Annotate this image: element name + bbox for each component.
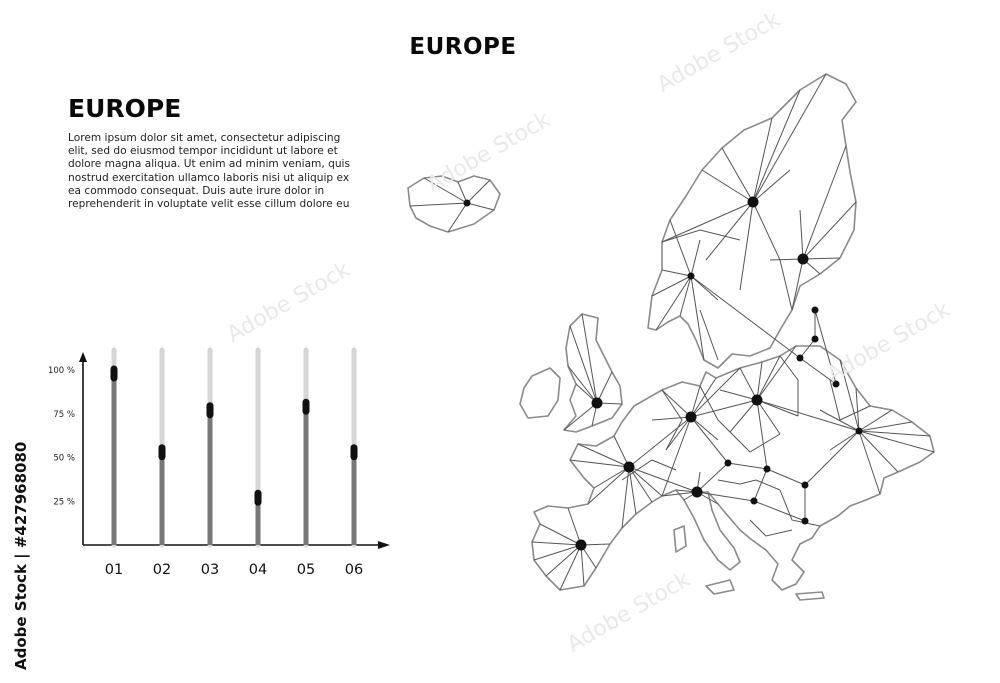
network-link (859, 431, 898, 472)
network-link (702, 170, 753, 202)
x-axis-arrow (378, 541, 390, 549)
x-tick-label: 05 (296, 562, 316, 578)
network-link (730, 400, 757, 432)
network-link (754, 501, 805, 521)
network-link (532, 542, 581, 545)
description-line: ea commodo consequat. Duis aute irure dolor in (68, 184, 325, 197)
network-link (720, 390, 757, 400)
island-outline (674, 526, 686, 552)
bar-handle (207, 402, 214, 418)
map-outline (408, 74, 934, 600)
border-line (750, 520, 792, 536)
network-link (670, 220, 691, 276)
network-node (751, 498, 758, 505)
network-link (629, 467, 697, 492)
percentage-chart (40, 340, 400, 590)
network-link (753, 202, 780, 260)
description-line: elit, sed do eiusmod tempor incididunt ut labore et (68, 145, 338, 158)
network-link (410, 203, 467, 206)
network-node (798, 254, 809, 265)
network-node (592, 398, 603, 409)
network-link (652, 417, 691, 420)
network-link (803, 258, 840, 259)
page-title: EUROPE (409, 34, 517, 60)
network-node (752, 395, 763, 406)
x-tick-label: 02 (152, 562, 172, 578)
island-outline (706, 580, 734, 594)
network-link (588, 467, 629, 504)
island-outline (796, 592, 824, 600)
bar-handle (303, 399, 310, 415)
stock-id-label: Adobe Stock | #427968080 (12, 441, 30, 670)
network-link (805, 431, 859, 485)
bar-handle (255, 490, 262, 506)
network-link (830, 431, 859, 450)
section-heading: EUROPE (68, 94, 182, 123)
network-link (697, 463, 728, 492)
ireland-outline (520, 368, 560, 418)
network-link (757, 400, 767, 469)
network-link (728, 463, 767, 469)
y-tick-label: 75 % (53, 409, 75, 420)
network-node (692, 487, 703, 498)
watermark: Adobe Stock (652, 7, 785, 98)
network-link (662, 390, 691, 417)
britain-outline (564, 314, 622, 432)
network-node (624, 462, 635, 473)
network-link (800, 358, 836, 384)
network-node (686, 412, 697, 423)
mainland-outline (532, 346, 934, 590)
network-link (754, 469, 767, 501)
x-tick-label: 03 (200, 562, 220, 578)
network-link (534, 545, 581, 560)
network-link (803, 146, 846, 259)
network-node (812, 336, 819, 343)
network-link (753, 90, 800, 202)
y-axis-arrow (79, 352, 87, 362)
watermark: Adobe Stock (222, 257, 355, 348)
network-node (856, 428, 863, 435)
network-node (725, 460, 732, 467)
network-link (467, 180, 490, 203)
border-line (780, 260, 792, 310)
network-link (757, 400, 798, 416)
bar-handle (111, 366, 118, 382)
border-line (730, 432, 780, 452)
network-node (764, 466, 771, 473)
watermark: Adobe Stock (822, 297, 955, 388)
x-tick-label: 04 (248, 562, 268, 578)
network-link (767, 469, 805, 485)
description-line: nostrud exercitation ullamco laboris nisi ut aliquip ex (68, 171, 350, 184)
network-link (691, 400, 757, 417)
x-tick-label: 01 (104, 562, 124, 578)
network-link (568, 366, 597, 403)
network-node (812, 307, 819, 314)
network-link (815, 310, 836, 384)
network-link (753, 74, 826, 202)
network-link (800, 339, 815, 358)
network-node (802, 518, 809, 525)
network-link (691, 240, 700, 276)
network-node (802, 482, 809, 489)
description-line: reprehenderit in voluptate velit esse cillum dolore eu (68, 198, 350, 211)
bar-handle (351, 444, 358, 460)
network-link (546, 545, 581, 576)
network-node (797, 355, 804, 362)
border-line (780, 490, 820, 526)
network-link (803, 202, 856, 259)
network-link (691, 276, 800, 358)
watermark: Adobe Stock (562, 567, 695, 658)
network-link (594, 467, 629, 488)
border-line (718, 480, 780, 490)
x-tick-label: 06 (344, 562, 364, 578)
y-tick-label: 50 % (53, 453, 75, 464)
network-link (722, 148, 753, 202)
network-link (757, 346, 796, 400)
scandinavia-outline (648, 74, 856, 368)
y-tick-label: 25 % (53, 497, 75, 508)
network-link (582, 314, 597, 403)
network-links (410, 74, 934, 590)
europe-network-map (400, 60, 960, 620)
network-link (859, 431, 934, 452)
network-link (467, 203, 494, 210)
network-link (753, 118, 772, 202)
network-link (662, 270, 691, 276)
description-line: Lorem ipsum dolor sit amet, consectetur adipiscing (68, 132, 341, 144)
network-link (800, 210, 803, 259)
network-link (560, 545, 581, 590)
network-node (576, 540, 587, 551)
network-link (581, 545, 584, 586)
network-link (757, 400, 859, 431)
network-link (757, 400, 780, 434)
network-link (753, 170, 790, 202)
network-node (688, 273, 695, 280)
watermark: Adobe Stock (422, 107, 555, 198)
network-node (748, 197, 759, 208)
network-node (464, 200, 471, 207)
network-link (691, 276, 704, 360)
description-line: dolore magna aliqua. Ut enim ad minim veniam, quis (68, 158, 351, 171)
network-link (680, 276, 691, 316)
y-tick-label: 100 % (47, 366, 75, 376)
network-node (833, 381, 840, 388)
bar-handle (159, 444, 166, 460)
description-text (68, 132, 358, 211)
network-link (859, 431, 880, 494)
